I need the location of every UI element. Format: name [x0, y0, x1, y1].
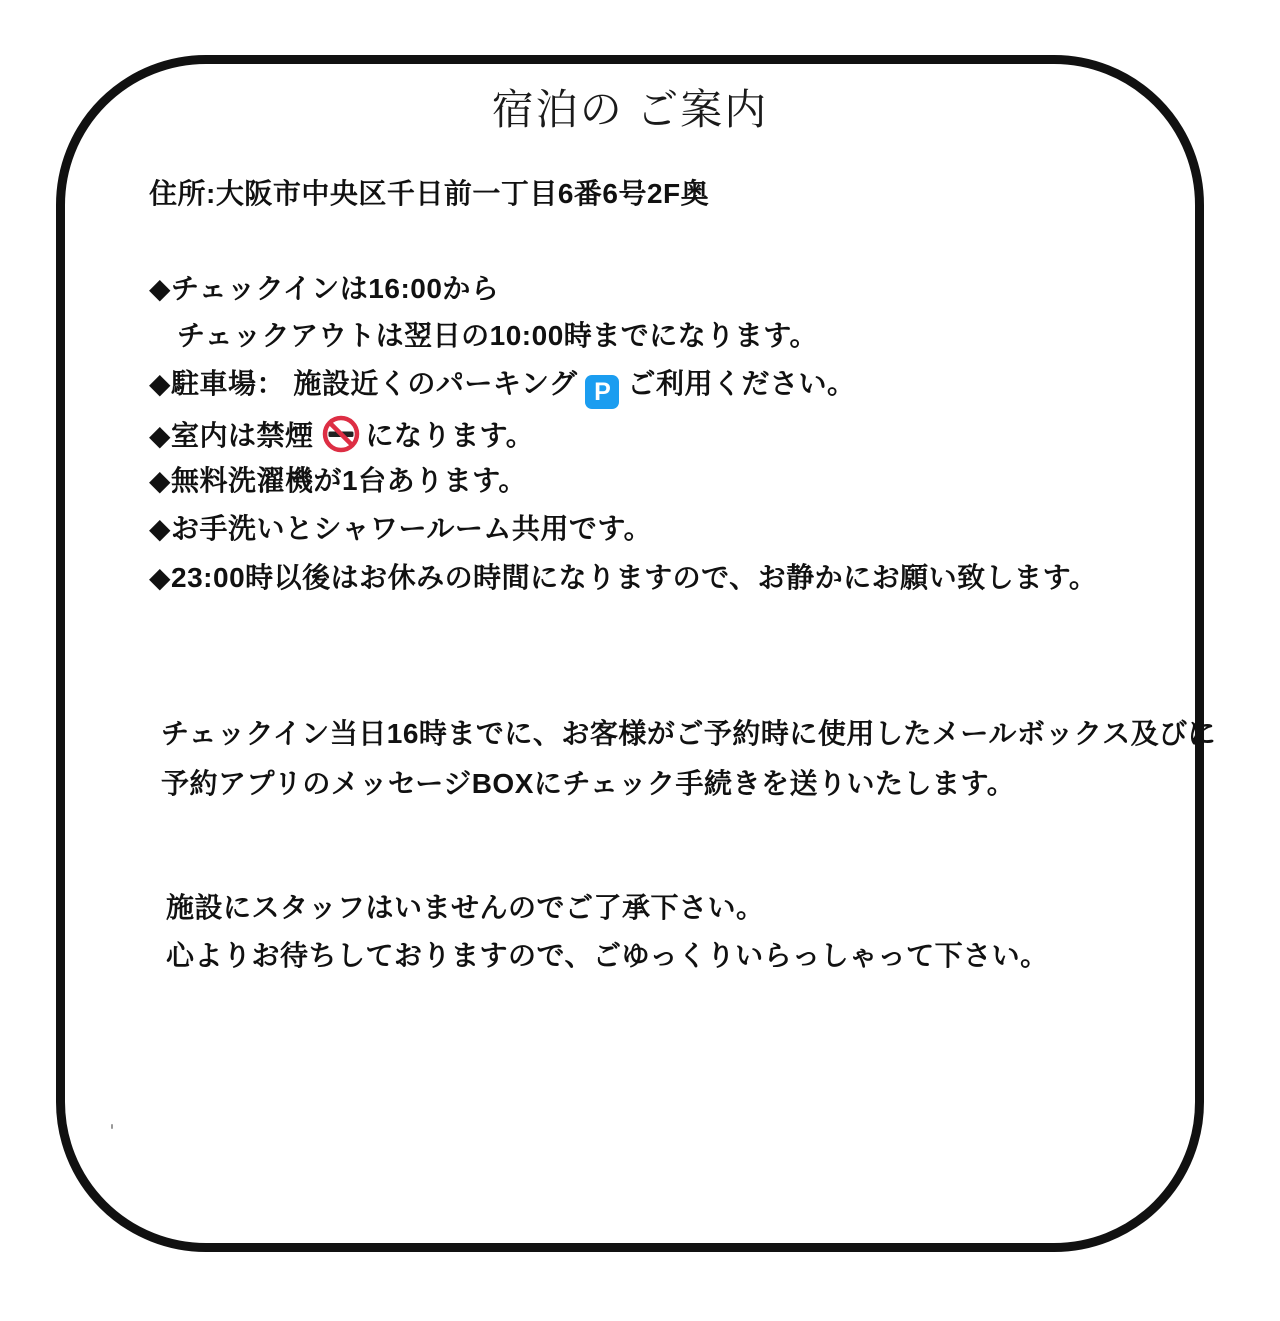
- rule-checkout: チェックアウトは翌日の10:00時までになります。: [177, 320, 819, 351]
- no-smoking-icon: [322, 415, 360, 453]
- checkin-procedure-line1: チェックイン当日16時までに、お客様がご予約時に使用したメールボックス及びに: [161, 718, 1217, 749]
- rule-no-smoking-prefix: ◆室内は禁煙: [149, 420, 314, 451]
- parking-icon: P: [585, 375, 619, 409]
- rule-parking-prefix: ◆駐車場： 施設近くのパーキング: [149, 368, 578, 399]
- rule-bathroom: ◆お手洗いとシャワールーム共用です。: [149, 513, 653, 544]
- rule-no-smoking: [149, 415, 534, 454]
- closing-line2: 心よりお待ちしておりますので、ごゆっくりいらっしゃって下さい。: [166, 940, 1049, 971]
- rule-no-smoking-suffix: になります。: [365, 420, 535, 451]
- rule-laundry: ◆無料洗濯機が1台あります。: [149, 465, 527, 496]
- notice-sheet-content: [65, 64, 1217, 1243]
- address-line: 住所:大阪市中央区千日前一丁目6番6号2F奥: [149, 178, 710, 209]
- closing-line1: 施設にスタッフはいませんのでご了承下さい。: [166, 892, 765, 923]
- rule-parking: [149, 366, 856, 409]
- checkin-procedure-line2: 予約アプリのメッセージBOXにチェック手続きを送りいたします。: [161, 768, 1016, 799]
- notice-sheet: [56, 55, 1217, 1252]
- rule-parking-suffix: ご利用ください。: [627, 368, 856, 399]
- rule-checkin: ◆チェックインは16:00から: [149, 273, 500, 304]
- stray-mark: [111, 1124, 113, 1129]
- rule-quiet-hours: ◆23:00時以後はお休みの時間になりますので、お静かにお願い致します。: [149, 562, 1098, 593]
- page-title: 宿泊の ご案内: [491, 88, 769, 134]
